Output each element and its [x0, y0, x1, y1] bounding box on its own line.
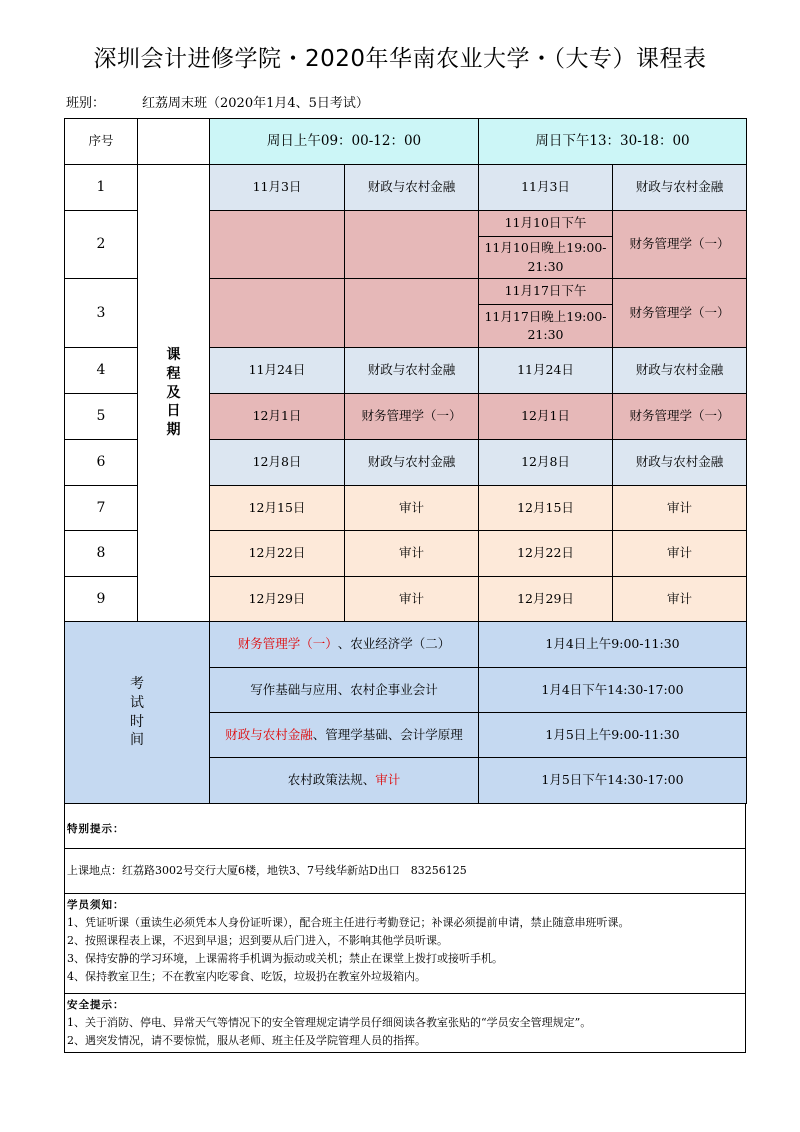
special-tip-box	[64, 803, 746, 849]
pm-course: 财政与农村金融	[612, 164, 747, 211]
row-number: 1	[64, 164, 138, 211]
location-box	[64, 848, 746, 894]
am-course: 财务管理学（一）	[344, 393, 479, 440]
exam-subject-pre: 写作基础与应用、农村企事业会计	[250, 681, 438, 697]
am-course: 审计	[344, 576, 479, 622]
pm-course: 财务管理学（一）	[612, 393, 747, 440]
am-course: 财政与农村金融	[344, 347, 479, 394]
am-date: 12月15日	[209, 485, 345, 531]
course-label-char: 程	[166, 365, 181, 382]
row-number: 4	[64, 347, 138, 394]
exam-label-char: 考	[130, 675, 144, 692]
am-course: 审计	[344, 530, 479, 577]
exam-subjects	[209, 712, 479, 758]
exam-label-char: 时	[130, 713, 144, 730]
safety-notes-box	[64, 993, 746, 1053]
pm-date-evening: 11月10日晚上19:00-21:30	[478, 236, 613, 279]
course-label-char: 期	[166, 422, 181, 439]
student-note-item: 2、按照课程表上课，不迟到早退；迟到要从后门进入，不影响其他学员听课。	[67, 934, 448, 947]
pm-course: 财政与农村金融	[612, 439, 747, 486]
course-label-char: 及	[166, 384, 181, 401]
exam-subjects	[209, 757, 479, 804]
exam-subjects	[209, 621, 479, 668]
safety-notes-heading: 安全提示：	[67, 999, 125, 1011]
pm-date: 12月22日	[478, 530, 613, 577]
exam-label-char: 试	[130, 694, 144, 711]
exam-subjects	[209, 667, 479, 713]
exam-subject-highlight: 审计	[375, 772, 401, 788]
student-notes-box	[64, 893, 746, 994]
row-number: 9	[64, 576, 138, 622]
am-date: 12月8日	[209, 439, 345, 486]
pm-date: 12月29日	[478, 576, 613, 622]
special-tip-heading: 特别提示：	[67, 823, 125, 835]
am-date: 12月29日	[209, 576, 345, 622]
am-date: 12月1日	[209, 393, 345, 440]
pm-date: 11月17日下午	[478, 278, 613, 305]
pm-date: 11月3日	[478, 164, 613, 211]
am-course	[344, 278, 479, 348]
am-date: 11月24日	[209, 347, 345, 394]
course-label-char: 日	[166, 403, 181, 420]
exam-subject-highlight: 财务管理学（一）	[237, 636, 338, 652]
exam-subject-pre: 农村政策法规、	[287, 772, 376, 788]
pm-course: 财政与农村金融	[612, 347, 747, 394]
pm-course: 财务管理学（一）	[612, 278, 747, 348]
am-date	[209, 210, 345, 279]
header-seq: 序号	[64, 118, 138, 165]
header-blank	[137, 118, 210, 165]
exam-label-char: 间	[130, 732, 144, 749]
pm-course: 审计	[612, 485, 747, 531]
am-date: 12月22日	[209, 530, 345, 577]
course-date-label	[137, 164, 210, 622]
am-course: 审计	[344, 485, 479, 531]
row-number: 7	[64, 485, 138, 531]
am-course: 财政与农村金融	[344, 439, 479, 486]
student-note-item: 4、保持教室卫生；不在教室内吃零食、吃饭，垃圾扔在教室外垃圾箱内。	[67, 970, 426, 983]
pm-date: 11月24日	[478, 347, 613, 394]
pm-date: 12月8日	[478, 439, 613, 486]
student-note-item: 1、凭证听课（重读生必须凭本人身份证听课），配合班主任进行考勤登记；补课必须提前申请，禁止随意串班听课。	[67, 916, 630, 929]
am-date: 11月3日	[209, 164, 345, 211]
safety-note-item: 2、遇突发情况，请不要惊慌，服从老师、班主任及学院管理人员的指挥。	[67, 1034, 426, 1047]
exam-time: 1月5日上午9:00-11:30	[478, 712, 747, 758]
exam-time-label	[64, 621, 210, 804]
pm-date: 12月1日	[478, 393, 613, 440]
pm-course: 审计	[612, 530, 747, 577]
header-afternoon: 周日下午13：30-18：00	[478, 118, 747, 165]
pm-date: 11月10日下午	[478, 210, 613, 237]
am-course: 财政与农村金融	[344, 164, 479, 211]
location-text: 上课地点：红荔路3002号交行大厦6楼，地铁3、7号线华新站D出口 83256125	[67, 864, 467, 877]
exam-time: 1月4日下午14:30-17:00	[478, 667, 747, 713]
exam-time: 1月5日下午14:30-17:00	[478, 757, 747, 804]
course-label-char: 课	[166, 346, 181, 363]
exam-time: 1月4日上午9:00-11:30	[478, 621, 747, 668]
row-number: 8	[64, 530, 138, 577]
safety-note-item: 1、关于消防、停电、异常天气等情况下的安全管理规定请学员仔细阅读各教室张贴的“学员安全管理规定”。	[67, 1016, 592, 1029]
class-name: 红荔周末班（2020年1月4、5日考试）	[142, 96, 369, 111]
student-note-item: 3、保持安静的学习环境，上课需将手机调为振动或关机；禁止在课堂上拨打或接听手机。	[67, 952, 503, 965]
am-date	[209, 278, 345, 348]
class-label: 班别：	[66, 96, 106, 111]
row-number: 5	[64, 393, 138, 440]
page-title: 深圳会计进修学院・2020年华南农业大学・（大专）课程表	[93, 46, 707, 72]
student-notes-heading: 学员须知：	[67, 899, 125, 911]
exam-subject-post: 、管理学基础、会计学原理	[312, 726, 463, 742]
row-number: 2	[64, 210, 138, 279]
header-morning: 周日上午09：00-12：00	[209, 118, 479, 165]
pm-course: 审计	[612, 576, 747, 622]
pm-date-evening: 11月17日晚上19:00-21:30	[478, 304, 613, 348]
row-number: 3	[64, 278, 138, 348]
pm-date: 12月15日	[478, 485, 613, 531]
am-course	[344, 210, 479, 279]
class-line	[66, 92, 369, 111]
pm-course: 财务管理学（一）	[612, 210, 747, 279]
exam-subject-post: 、农业经济学（二）	[337, 636, 451, 652]
exam-subject-highlight: 财政与农村金融	[225, 726, 313, 742]
row-number: 6	[64, 439, 138, 486]
